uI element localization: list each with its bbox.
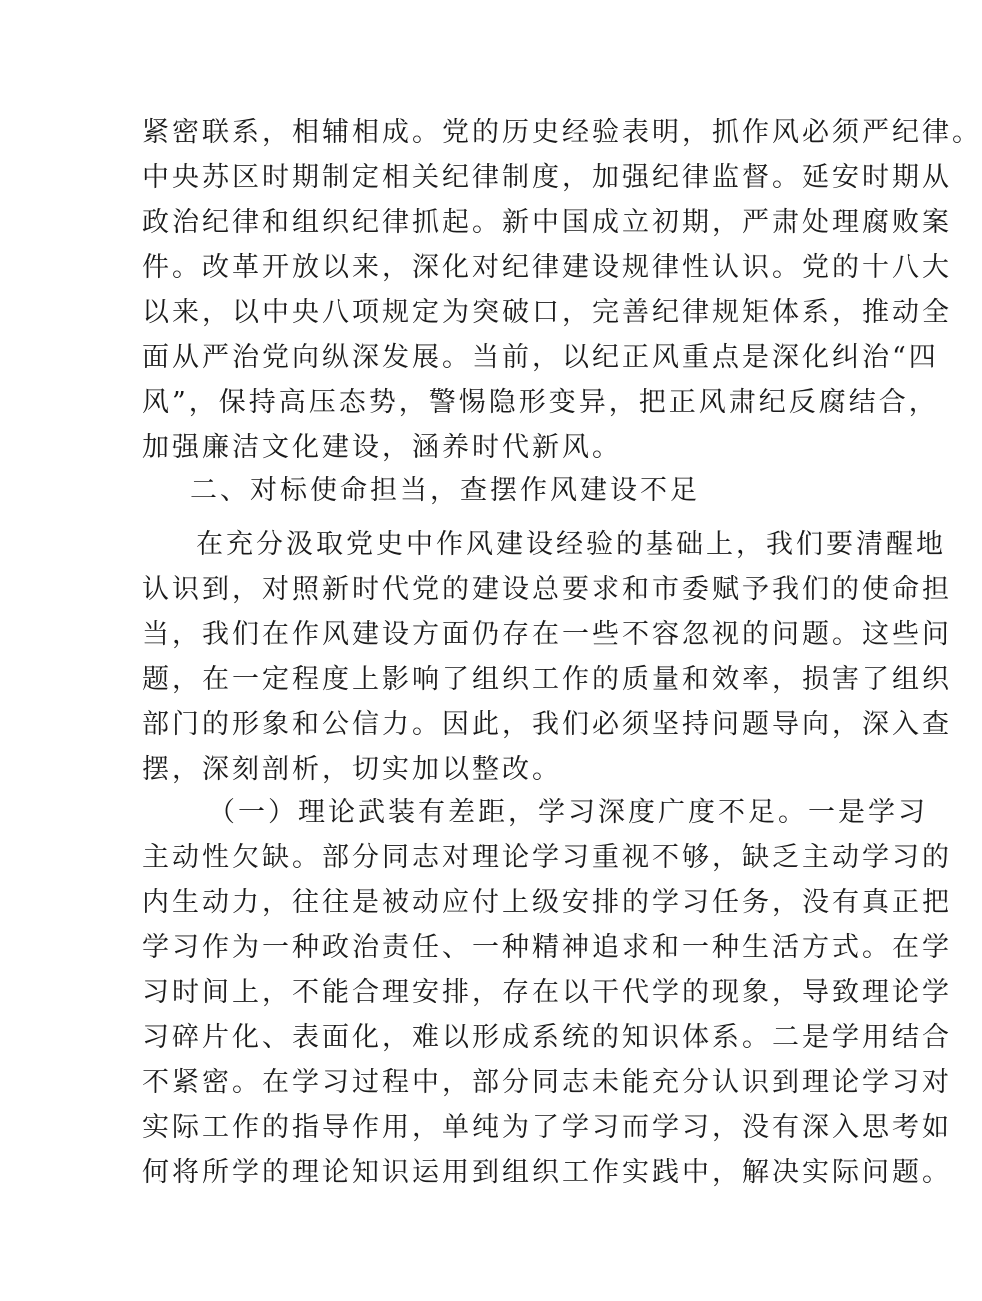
text-line: 件。改革开放以来，深化对纪律建设规律性认识。党的十八大 bbox=[142, 252, 952, 283]
text-line: 学习作为一种政治责任、一种精神追求和一种生活方式。在学 bbox=[142, 932, 952, 963]
text-line: 主动性欠缺。部分同志对理论学习重视不够，缺乏主动学习的 bbox=[142, 842, 952, 873]
section-heading-text: 二、对标使命担当，查摆作风建设不足 bbox=[190, 475, 700, 506]
paragraph-problem-intro bbox=[142, 522, 952, 792]
text-line: 实际工作的指导作用，单纯为了学习而学习，没有深入思考如 bbox=[142, 1112, 952, 1143]
text-line: 中央苏区时期制定相关纪律制度，加强纪律监督。延安时期从 bbox=[142, 162, 952, 193]
text-line: 何将所学的理论知识运用到组织工作实践中，解决实际问题。 bbox=[142, 1157, 952, 1188]
section-heading bbox=[190, 468, 782, 513]
text-line: 紧密联系，相辅相成。党的历史经验表明，抓作风必须严纪律。 bbox=[142, 117, 982, 148]
text-line: 习时间上，不能合理安排，存在以干代学的现象，导致理论学 bbox=[142, 977, 952, 1008]
text-line: 当，我们在作风建设方面仍存在一些不容忽视的问题。这些问 bbox=[142, 619, 952, 650]
text-line: 加强廉洁文化建设，涵养时代新风。 bbox=[142, 432, 622, 463]
text-line: （一）理论武装有差距，学习深度广度不足。一是学习 bbox=[208, 797, 928, 828]
text-line: 题，在一定程度上影响了组织工作的质量和效率，损害了组织 bbox=[142, 664, 952, 695]
text-line: 风”，保持高压态势，警惕隐形变异，把正风肃纪反腐结合， bbox=[142, 387, 939, 418]
text-line: 在充分汲取党史中作风建设经验的基础上，我们要清醒地 bbox=[196, 529, 946, 560]
text-line: 以来，以中央八项规定为突破口，完善纪律规矩体系，推动全 bbox=[142, 297, 952, 328]
text-line: 不紧密。在学习过程中，部分同志未能充分认识到理论学习对 bbox=[142, 1067, 952, 1098]
paragraph-theory-gap bbox=[142, 790, 952, 1195]
text-line: 内生动力，往往是被动应付上级安排的学习任务，没有真正把 bbox=[142, 887, 952, 918]
text-line: 部门的形象和公信力。因此，我们必须坚持问题导向，深入查 bbox=[142, 709, 952, 740]
text-line: 政治纪律和组织纪律抓起。新中国成立初期，严肃处理腐败案 bbox=[142, 207, 952, 238]
text-line: 认识到，对照新时代党的建设总要求和市委赋予我们的使命担 bbox=[142, 574, 952, 605]
text-line: 摆，深刻剖析，切实加以整改。 bbox=[142, 754, 562, 785]
text-line: 面从严治党向纵深发展。当前，以纪正风重点是深化纠治“四 bbox=[142, 342, 939, 373]
paragraph-party-history bbox=[142, 110, 982, 470]
text-line: 习碎片化、表面化，难以形成系统的知识体系。二是学用结合 bbox=[142, 1022, 952, 1053]
